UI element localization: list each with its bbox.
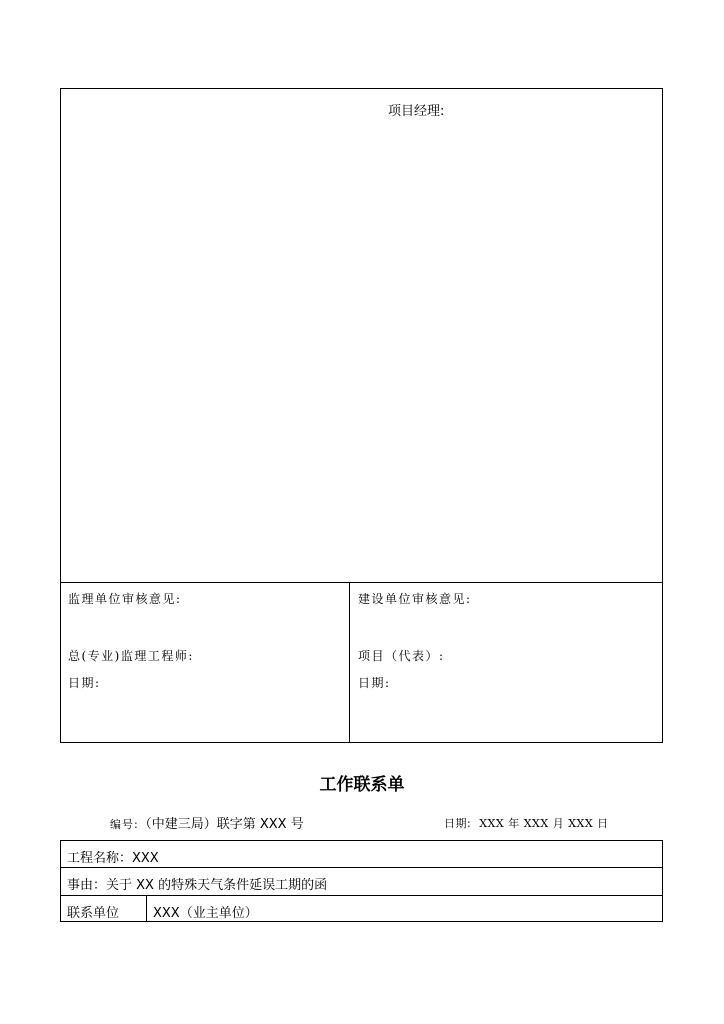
- contact-unit-value: XXX（业主单位）: [153, 906, 258, 921]
- table-row-divider: [60, 895, 663, 896]
- project-manager-label: 项目经理:: [388, 104, 445, 119]
- document-number-value: （中建三局）联字第 XXX 号: [138, 817, 304, 832]
- owner-representative-label: 项目（代表）:: [358, 649, 445, 663]
- supervision-date-label: 日期:: [68, 676, 101, 690]
- contact-unit-label: 联系单位: [67, 906, 120, 921]
- approval-form-box: [60, 88, 663, 743]
- document-date-value: XXX 年 XXX 月 XXX 日: [479, 817, 609, 830]
- table-row-divider: [60, 867, 663, 868]
- project-name-cell: 工程名称：XXX: [67, 851, 159, 866]
- document-date-label: 日期:: [444, 817, 472, 830]
- document-date: [444, 815, 609, 831]
- chief-engineer-label: 总(专业)监理工程师:: [68, 649, 194, 663]
- table-column-divider: [146, 895, 147, 922]
- subject-cell: 事由：关于 XX 的特殊天气条件延误工期的函: [67, 878, 328, 893]
- owner-opinion-label: 建设单位审核意见:: [358, 592, 472, 606]
- owner-date-label: 日期:: [358, 676, 391, 690]
- form-divider-horizontal: [60, 582, 663, 583]
- document-number: [110, 813, 304, 832]
- form-divider-vertical: [349, 582, 350, 743]
- document-number-label: 编号:: [110, 818, 139, 831]
- document-title: 工作联系单: [319, 775, 405, 795]
- supervision-opinion-label: 监理单位审核意见:: [68, 592, 182, 606]
